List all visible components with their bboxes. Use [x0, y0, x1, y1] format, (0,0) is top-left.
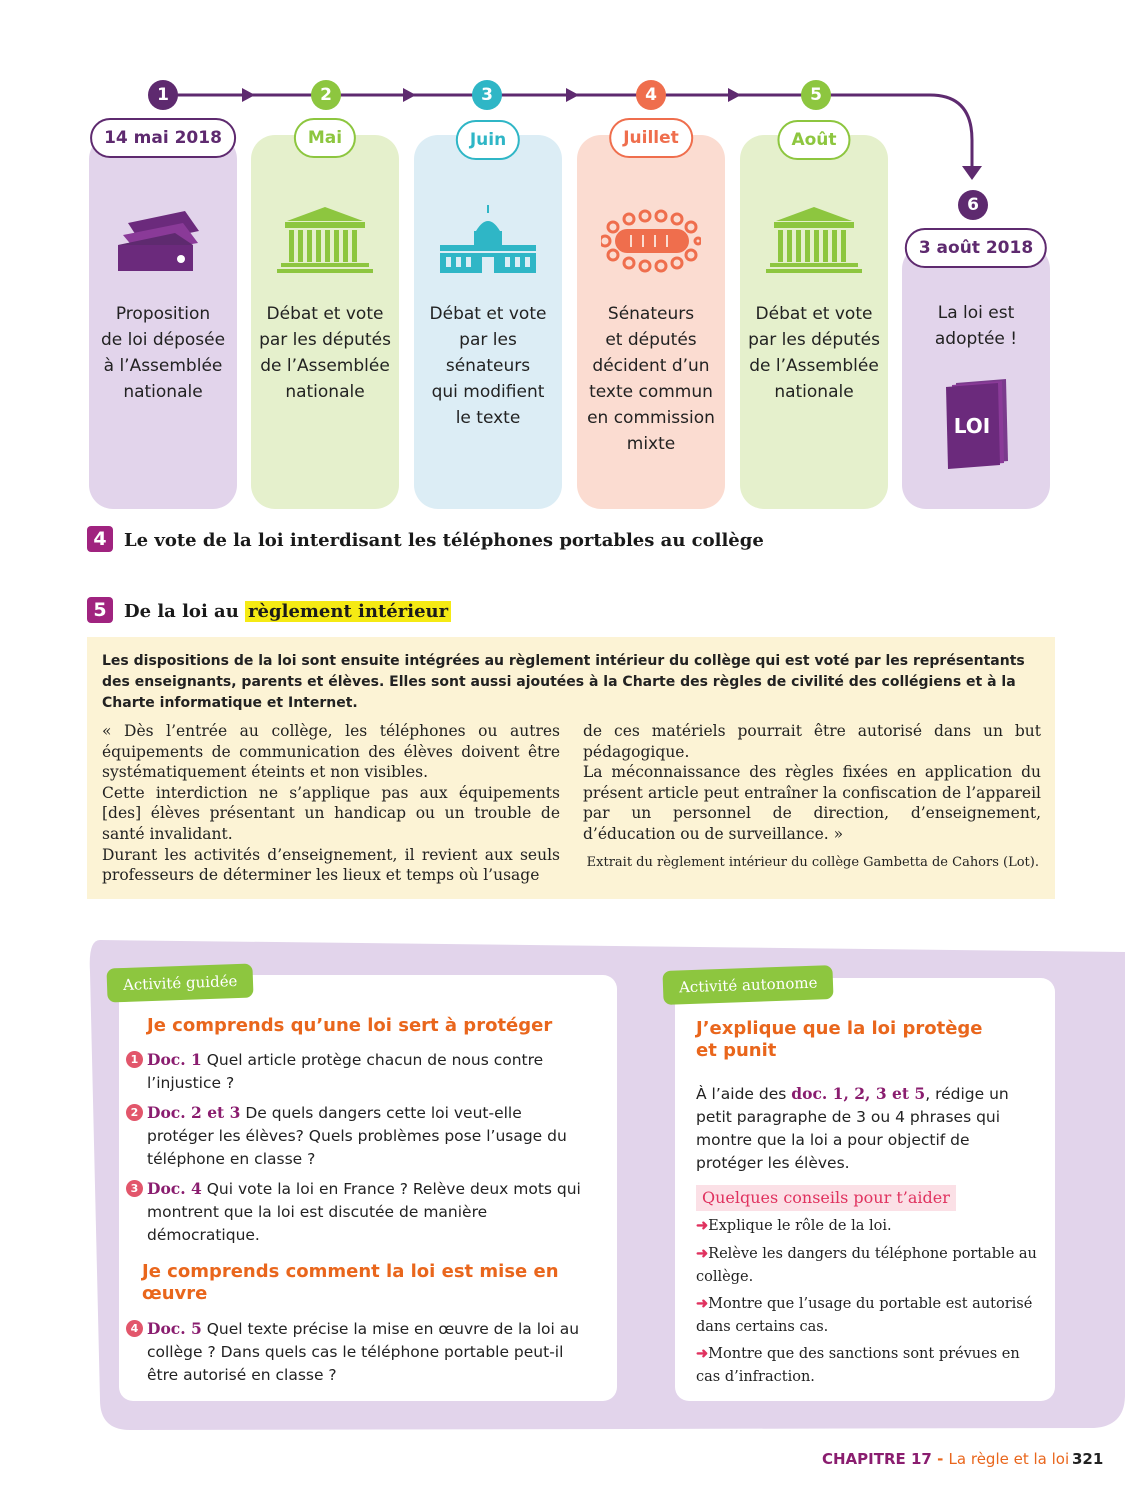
step-description: La loi est adoptée !: [934, 303, 1018, 349]
reglement-intro: Les dispositions de la loi sont ensuite intégrées au règlement intérieur du collège qui est voté par les représentants des enseignants, parents et élèves. Elles sont aussi ajoutées à la Charte des règles de civilité des collégiens et à la Charte informatique et Internet.: [102, 653, 1025, 711]
step-description: Sénateurs et députés décident d’un texte commun en commission mixte: [587, 304, 715, 454]
date-pill: Juillet: [609, 118, 693, 158]
question-number: 1: [126, 1051, 143, 1068]
question: [130, 1101, 587, 1171]
date-pill: Juin: [456, 120, 520, 160]
question-text: De quels dangers cette loi veut-elle protéger les élèves? Quels problèmes pose l’usage du téléphone en classe ?: [147, 1104, 567, 1168]
question-text: Quel texte précise la mise en œuvre de la loi au collège ? Dans quels cas le téléphone portable peut-il être autorisé en classe ?: [147, 1320, 580, 1384]
conseil-text: Montre que l’usage du portable est autorisé dans certains cas.: [696, 1296, 1033, 1335]
question-text: Quel article protège chacun de nous contre l’injustice ?: [147, 1051, 544, 1092]
date-pill: Mai: [294, 118, 356, 158]
date-pill: 3 août 2018: [905, 228, 1047, 268]
conseil-text: Montre que des sanctions sont prévues en cas d’infraction.: [696, 1346, 1020, 1385]
step-description: Débat et vote par les sénateurs qui modifient le texte: [429, 304, 547, 428]
autonome-instructions: [696, 1082, 1036, 1175]
doc-reference: Doc. 1: [147, 1050, 202, 1069]
date-pill: Août: [777, 120, 850, 160]
doc-number-badge: 4: [87, 526, 113, 552]
chapter-title: La règle et la loi: [948, 1450, 1070, 1468]
arrow-right-icon: ➜: [696, 1295, 709, 1312]
arrow-right-icon: ➜: [696, 1345, 709, 1362]
question-text: Qui vote la loi en France ? Relève deux mots qui montrent que la loi est discutée de manière démocratique.: [147, 1180, 581, 1244]
conseil-item: [696, 1292, 1046, 1339]
doc-number-badge: 5: [87, 597, 113, 623]
step-number: 2: [311, 80, 341, 110]
doc-reference: doc. 1, 2, 3 et 5: [791, 1084, 926, 1103]
conseils-title: Quelques conseils pour t’aider: [696, 1185, 956, 1211]
arrow-right-icon: ➜: [696, 1217, 709, 1234]
footer-chapter: [822, 1450, 1069, 1468]
reglement-paragraph: Cette interdiction ne s’applique pas aux équipements [des] élèves présentant un handicap ou un trouble de santé invalidant.: [102, 783, 560, 843]
step-number: 4: [636, 80, 666, 110]
conseil-text: Explique le rôle de la loi.: [708, 1218, 892, 1234]
step-number: 5: [801, 80, 831, 110]
arrow-right-icon: ➜: [696, 1245, 709, 1262]
instructions-text: , rédige un petit paragraphe de 3 ou 4 phrases qui montre que la loi a pour objectif de protéger les élèves.: [696, 1085, 1009, 1172]
date-pill: 14 mai 2018: [90, 118, 236, 158]
conseil-item: [696, 1242, 1046, 1289]
reglement-paragraph: Durant les activités d’enseignement, il revient aux seuls professeurs de déterminer les lieux et temps où l’usage: [102, 845, 560, 885]
instructions-text: À l’aide des: [696, 1085, 787, 1103]
doc-reference: Doc. 2 et 3: [147, 1103, 241, 1122]
step-description: Proposition de loi déposée à l’Assemblée nationale: [100, 304, 226, 402]
question-number: 3: [126, 1180, 143, 1197]
guidee-heading-1: Je comprends qu’une loi sert à protéger: [147, 1015, 553, 1036]
reglement-paragraph: de ces matériels pourrait être autorisé dans un but pédagogique.: [583, 722, 1041, 761]
activite-guidee-tag: Activité guidée: [106, 963, 254, 1002]
page-number: 321: [1072, 1450, 1104, 1468]
question-number: 2: [126, 1104, 143, 1121]
chapter-separator: -: [931, 1450, 949, 1468]
chapter-label: CHAPITRE 17: [822, 1450, 932, 1468]
activite-autonome-tag: Activité autonome: [662, 965, 834, 1005]
reglement-source: Extrait du règlement intérieur du collège Gambetta de Cahors (Lot).: [586, 855, 1039, 870]
question-number: 4: [126, 1320, 143, 1337]
book-label: LOI: [953, 414, 991, 438]
conseil-text: Relève les dangers du téléphone portable au collège.: [696, 1246, 1037, 1285]
doc5-title-prefix: De la loi au: [124, 601, 239, 622]
step-number: 3: [472, 80, 502, 110]
question: [130, 1317, 587, 1387]
doc-reference: Doc. 5: [147, 1319, 202, 1338]
step-number: 6: [958, 190, 988, 220]
autonome-heading: J’explique que la loi protège et punit: [696, 1018, 983, 1061]
step-number: 1: [148, 80, 178, 110]
question: [130, 1177, 587, 1247]
step-description: Débat et vote par les députés de l’Assemblée nationale: [259, 304, 391, 402]
doc4-title: Le vote de la loi interdisant les téléphones portables au collège: [124, 530, 764, 551]
doc-reference: Doc. 4: [147, 1179, 202, 1198]
conseil-item: [696, 1214, 1046, 1238]
guidee-heading-2: Je comprends comment la loi est mise en œuvre: [142, 1261, 559, 1304]
doc5-title-highlight: règlement intérieur: [245, 601, 451, 622]
conseil-item: [696, 1342, 1046, 1389]
question: [130, 1048, 587, 1095]
step-description: Débat et vote par les députés de l’Assemblée nationale: [748, 304, 880, 402]
reglement-paragraph: La méconnaissance des règles fixées en application du présent article peut entraîner la confiscation de l’appareil par un personnel de direction, d’enseignement, d’éducation ou de surveillance. »: [583, 763, 1041, 843]
reglement-paragraph: « Dès l’entrée au collège, les téléphones ou autres équipements de communication des élèves doivent être systématiquement éteints et non visibles.: [102, 722, 560, 782]
